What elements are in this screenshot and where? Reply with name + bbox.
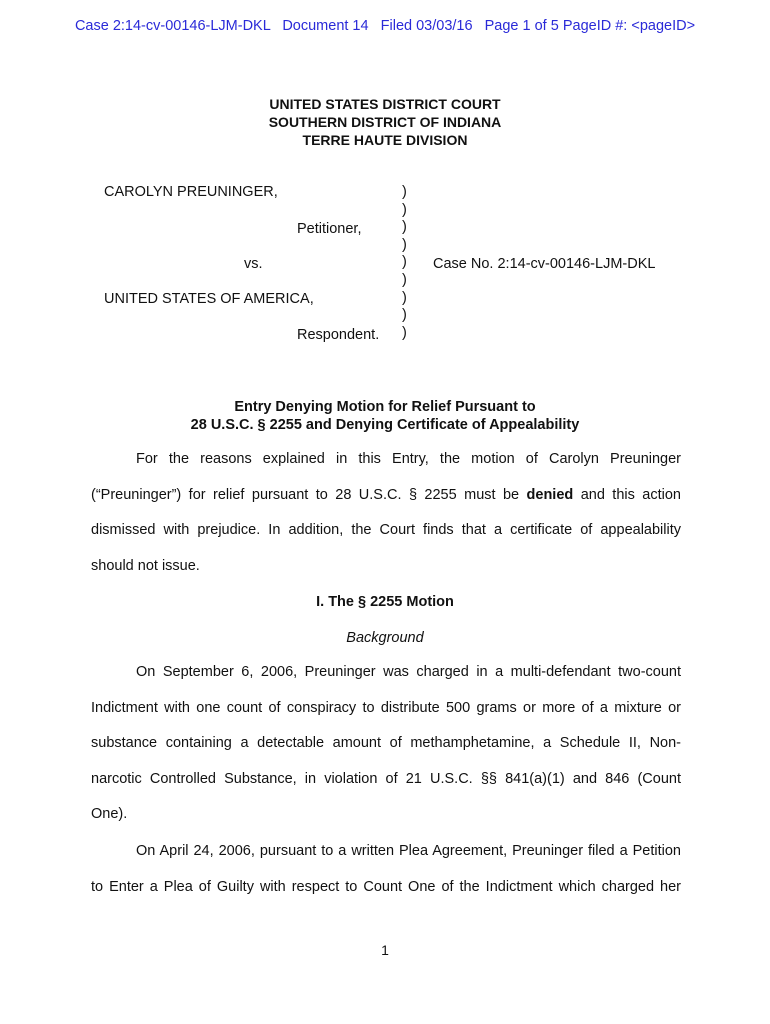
paragraph-line: to Enter a Plea of Guilty with respect to Count One of the Indictment which charged her [91, 878, 681, 895]
caption-paren: ) [402, 219, 407, 236]
entry-title-line: 28 U.S.C. § 2255 and Denying Certificate of Appealability [190, 417, 580, 433]
background-paragraph-2 [91, 834, 681, 905]
entry-title [0, 398, 770, 434]
caption-parentheses [402, 184, 407, 342]
caption-paren: ) [402, 201, 407, 218]
intro-paragraph [91, 442, 681, 584]
court-district: SOUTHERN DISTRICT OF INDIANA [268, 114, 502, 130]
paragraph-line: Indictment with one count of conspiracy to distribute 500 grams or more of a mixture or [91, 699, 681, 716]
caption-paren: ) [402, 307, 407, 324]
respondent-name: UNITED STATES OF AMERICA, [104, 291, 314, 307]
case-number: Case No. 2:14-cv-00146-LJM-DKL [433, 256, 656, 272]
case-header-stamp: Case 2:14-cv-00146-LJM-DKL Document 14 Filed 03/03/16 Page 1 of 5 PageID #: <pageID> [74, 18, 696, 34]
entry-title-line: Entry Denying Motion for Relief Pursuant to [234, 399, 536, 415]
intro-line: (“Preuninger”) for relief pursuant to 28 U.S.C. § 2255 must be [91, 486, 527, 503]
paragraph-line: One). [91, 806, 128, 823]
caption-paren: ) [402, 289, 407, 306]
background-paragraph-1 [91, 655, 681, 833]
intro-line: should not issue. [91, 557, 200, 574]
intro-line: For the reasons explained in this Entry, the motion of Carolyn Preuninger [136, 451, 681, 467]
petitioner-role: Petitioner, [297, 221, 362, 237]
caption-paren: ) [402, 324, 407, 341]
caption-paren: ) [402, 254, 407, 271]
paragraph-line: On September 6, 2006, Preuninger was charged in a multi-defendant two-count [136, 664, 681, 680]
intro-line: and this action [573, 486, 681, 503]
respondent-role: Respondent. [297, 327, 380, 343]
court-name: UNITED STATES DISTRICT COURT [269, 96, 501, 112]
caption-paren: ) [402, 271, 407, 288]
caption-paren: ) [402, 236, 407, 253]
paragraph-line: On April 24, 2006, pursuant to a written Plea Agreement, Preuninger filed a Petition [136, 843, 681, 859]
versus-label: vs. [244, 256, 263, 272]
intro-line: dismissed with prejudice. In addition, the Court finds that a certificate of appealability [91, 522, 681, 539]
denied-emphasis: denied [526, 486, 574, 503]
petitioner-name: CAROLYN PREUNINGER, [104, 184, 278, 200]
paragraph-line: narcotic Controlled Substance, in violation of 21 U.S.C. §§ 841(a)(1) and 846 (Count [91, 770, 681, 787]
page-number: 1 [381, 942, 389, 958]
caption-paren: ) [402, 184, 407, 200]
court-heading [0, 95, 770, 149]
background-subheading: Background [346, 630, 424, 646]
paragraph-line: substance containing a detectable amount of methamphetamine, a Schedule II, Non- [91, 735, 681, 752]
court-division: TERRE HAUTE DIVISION [302, 132, 468, 148]
section-heading: I. The § 2255 Motion [316, 594, 454, 610]
